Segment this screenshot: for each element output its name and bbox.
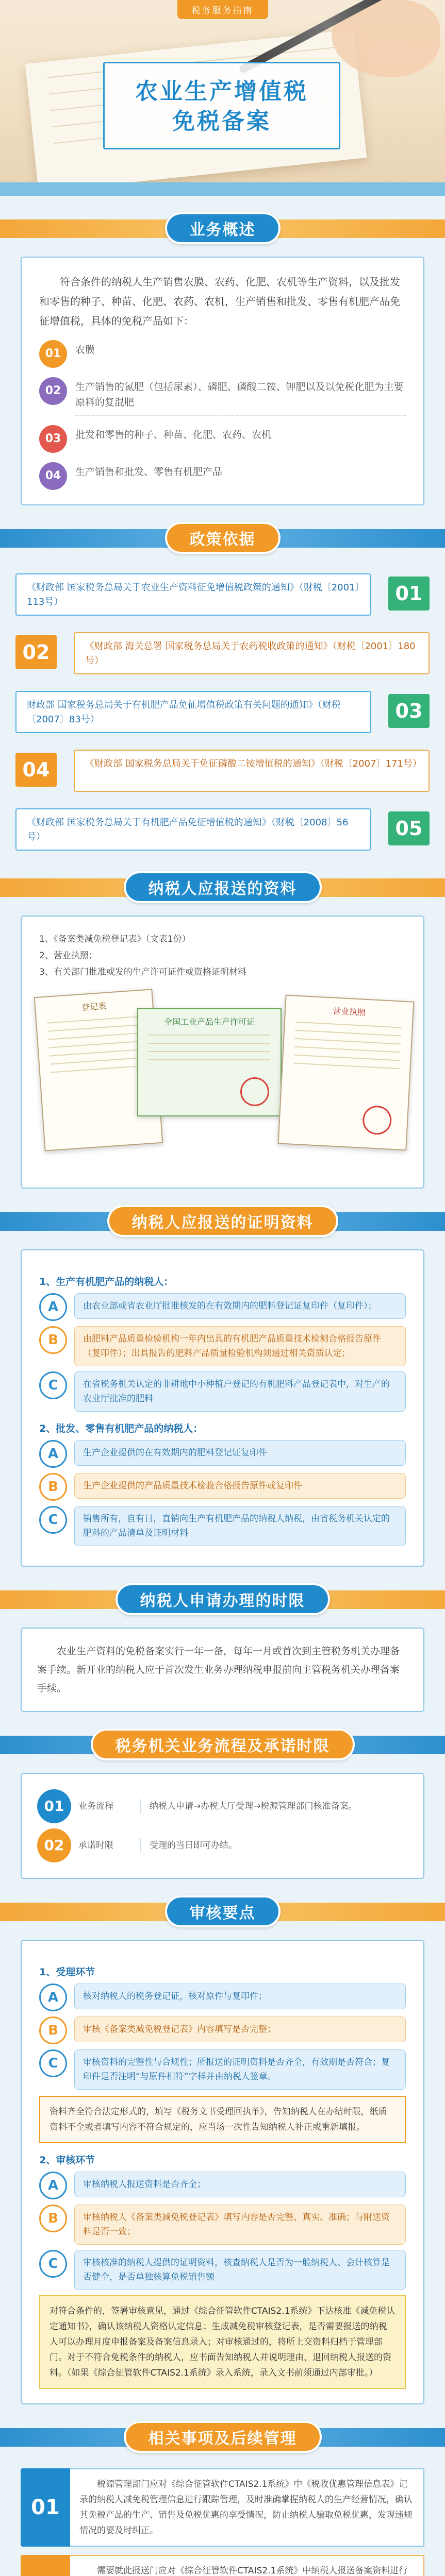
registration-form-image: 登记表 xyxy=(34,989,163,1151)
review-materials-note: 资料齐全符合法定形式的，填写《税务文书受理回执单》，告知纳税人在办结时限，纸质资料不全或者填写内容不符合规定的，应当场一次性告知纳税人补正或重新填报。 xyxy=(39,2096,406,2143)
hero-title-line1: 农业生产增值税 xyxy=(135,78,308,105)
policy-item-text: 《财政部 国家税务总局关于农业生产资料征免增值税政策的通知》（财税〔2001〕113号） xyxy=(15,573,371,616)
abc-item-text: 在省税务机关认定的非耕地中小种植户登记的有机肥料产品登记表中，对生产的农业厅批准的肥料 xyxy=(74,1371,406,1412)
abc-item xyxy=(39,2016,406,2044)
abc-letter-icon: B xyxy=(39,1326,67,1354)
related-item xyxy=(21,2468,424,2547)
abc-item xyxy=(39,2049,406,2090)
proof-group1-list xyxy=(39,1293,406,1412)
abc-letter-icon: B xyxy=(39,2205,67,2232)
process-row xyxy=(37,1828,408,1862)
abc-item xyxy=(39,1506,406,1546)
overview-item xyxy=(39,377,406,416)
abc-item xyxy=(39,2172,406,2199)
policy-item-number: 03 xyxy=(388,694,430,728)
abc-item-text: 核对纳税人的税务登记证，核对原件与复印件； xyxy=(74,1984,406,2009)
production-license-image: 全国工业产品生产许可证 xyxy=(137,1008,282,1116)
abc-letter-icon: A xyxy=(39,1440,67,1468)
abc-letter-icon: A xyxy=(39,1293,67,1321)
docs-list xyxy=(39,931,406,980)
related-item xyxy=(21,2555,424,2576)
section-title: 税务机关业务流程及承诺时限 xyxy=(91,1728,355,1760)
abc-letter-icon: A xyxy=(39,2172,67,2199)
related-list xyxy=(21,2468,424,2576)
abc-letter-icon: C xyxy=(39,2049,67,2077)
abc-item xyxy=(39,2205,406,2245)
overview-item-text: 生产销售和批发、零售有机肥产品 xyxy=(75,462,406,485)
abc-item-text: 生产企业提供的在有效期内的肥料登记证复印件 xyxy=(74,1440,406,1466)
policy-item-text: 《财政部 国家税务总局关于有机肥产品免征增值税的通知》（财税〔2008〕56号） xyxy=(15,808,371,851)
policy-item xyxy=(15,686,430,737)
overview-item xyxy=(39,462,406,490)
time-limit-text: 农业生产资料的免税备案实行一年一备，每年一月或首次到主管税务机关办理备案手续。新开业的纳税人应于首次发生业务办理纳税申报前向主管税务机关办理备案手续。 xyxy=(21,1628,424,1712)
policy-item-number: 05 xyxy=(388,811,430,845)
policy-item xyxy=(15,568,430,620)
section-header-time xyxy=(0,1576,445,1622)
section-header-docs xyxy=(0,864,445,910)
review-step2-list xyxy=(39,2172,406,2290)
abc-item-text: 审核纳税人报送资料是否齐全； xyxy=(74,2172,406,2197)
abc-item-text: 生产企业提供的产品质量技术检验合格报告原件或复印件 xyxy=(74,1473,406,1499)
section-header-policy xyxy=(0,515,445,561)
section-header-overview xyxy=(0,205,445,251)
overview-intro: 符合条件的纳税人生产销售农膜、农药、化肥、农机等生产资料，以及批发和零售的种子、种苗、化肥、农药、农机，生产销售和批发、零售有机肥产品免征增值税，具体的免税产品如下： xyxy=(39,276,400,327)
abc-letter-icon: C xyxy=(39,1371,67,1399)
abc-letter-icon: A xyxy=(39,1984,67,2011)
section-header-process xyxy=(0,1721,445,1768)
review-step2-title: 2、审核环节 xyxy=(39,2155,95,2166)
red-seal-icon xyxy=(362,1105,392,1136)
abc-item-text: 审核纳税人《备案类减免税登记表》填写内容是否完整、真实、准确；与附送资料是否一致； xyxy=(74,2205,406,2245)
policy-list xyxy=(0,568,445,855)
process-step-number: 01 xyxy=(37,1789,71,1823)
docs-images xyxy=(39,988,406,1173)
abc-item xyxy=(39,1293,406,1321)
hero-bottom-band xyxy=(0,182,445,196)
process-step-text: 受理的当日即可办结。 xyxy=(140,1838,408,1853)
abc-item-text: 由农业部或省农业厅批准核发的在有效期内的肥料登记证复印件（复印件）； xyxy=(74,1293,406,1319)
policy-item xyxy=(15,627,430,679)
overview-item-text: 生产销售的氮肥（包括尿素）、磷肥、磷酸二铵、钾肥以及以免税化肥为主要原料的复混肥 xyxy=(75,377,406,416)
abc-item xyxy=(39,1984,406,2011)
section-title: 相关事项及后续管理 xyxy=(124,2421,322,2453)
process-step-text: 纳税人申请→办税大厅受理→税源管理部门核准备案。 xyxy=(140,1799,408,1814)
section-title: 政策依据 xyxy=(165,522,281,554)
overview-item-number: 01 xyxy=(39,340,67,368)
process-row xyxy=(37,1789,408,1823)
docs-item: 3、有关部门批准或发的生产许可证件或资格证明材料 xyxy=(39,967,246,977)
abc-letter-icon: C xyxy=(39,2250,67,2278)
process-step-label: 业务流程 xyxy=(78,1801,113,1811)
hero-title-card xyxy=(103,62,340,149)
related-item-number: 01 xyxy=(21,2468,70,2547)
section-header-proof xyxy=(0,1198,445,1244)
review-step1-list xyxy=(39,1984,406,2090)
policy-item-number: 01 xyxy=(388,577,430,611)
overview-item-text: 批发和零售的种子、种苗、化肥、农药、农机 xyxy=(75,425,406,448)
abc-item xyxy=(39,1440,406,1468)
related-item-text: 需要就此报送门应对《综合征管软件CTAIS2.1系统》中纳税人报送备案资料进行 xyxy=(70,2555,424,2576)
policy-item-number: 04 xyxy=(15,753,57,787)
proof-group2-list xyxy=(39,1440,406,1546)
proof-card xyxy=(21,1249,424,1567)
process-step-number: 02 xyxy=(37,1828,71,1862)
section-title: 审核要点 xyxy=(165,1895,281,1927)
red-seal-icon xyxy=(240,1077,269,1106)
policy-item-text: 财政部 国家税务总局关于有机肥产品免征增值税政策有关问题的通知》（财税〔2007〕83号） xyxy=(15,691,371,733)
abc-item-text: 审核《备案类减免税登记表》内容填写是否完整； xyxy=(74,2016,406,2042)
business-license-image: 营业执照 xyxy=(278,995,415,1151)
overview-item-number: 04 xyxy=(39,462,67,490)
abc-letter-icon: C xyxy=(39,1506,67,1534)
proof-group1-title: 1、生产有机肥产品的纳税人： xyxy=(39,1276,174,1287)
abc-item-text: 销售所有，自有日，直销向生产有机肥产品的纳税人纳税，由省税务机关认定的肥料的产品清单及证明材料 xyxy=(74,1506,406,1546)
policy-item-text: 《财政部 国家税务总局关于免征磷酸二铵增值税的通知》（财税〔2007〕171号） xyxy=(74,750,430,792)
policy-item-text: 《财政部 海关总署 国家税务总局关于农药税收政策的通知》（财税〔2001〕180号） xyxy=(74,632,430,674)
section-header-review xyxy=(0,1888,445,1935)
abc-item-text: 审核资料的完整性与合规性；所报送的证明资料是否齐全，有效期是否符合；复印件是否注明“与原件相符”字样并由纳税人签章。 xyxy=(74,2049,406,2090)
hero-title-line2: 免税备案 xyxy=(172,108,271,134)
docs-card xyxy=(21,916,424,1189)
proof-group2-title: 2、批发、零售有机肥产品的纳税人： xyxy=(39,1423,203,1434)
abc-item-text: 审核核准的纳税人提供的证明资料，核查纳税人是否为一般纳税人、会计核算是否健全，是否单独核算免税销售额 xyxy=(74,2250,406,2290)
related-item-number xyxy=(21,2555,70,2576)
hero-banner xyxy=(0,0,445,196)
overview-item xyxy=(39,340,406,368)
process-card xyxy=(21,1773,424,1879)
overview-item-number: 03 xyxy=(39,425,67,453)
section-title: 业务概述 xyxy=(165,212,281,244)
section-title: 纳税人应报送的证明资料 xyxy=(107,1205,338,1237)
related-item-text: 税源管理部门应对《综合征管软件CTAIS2.1系统》中《税收优惠管理信息表》记录的纳税人减免税管理信息进行跟踪管理，及时准确掌握纳税人的生产经营情况，确认其免税产品的生产、销售及免税优惠的享受情况，防止纳税人骗取免税优惠，发现违规情况的要及时纠正。 xyxy=(70,2468,424,2547)
review-card xyxy=(21,1940,424,2404)
overview-list xyxy=(39,340,406,490)
overview-item xyxy=(39,425,406,453)
docs-item: 1、《备案类减免税登记表》（文表1份） xyxy=(39,934,191,944)
policy-item-number: 02 xyxy=(15,635,57,669)
review-step1-title: 1、受理环节 xyxy=(39,1967,95,1978)
abc-item xyxy=(39,1326,406,1366)
policy-item xyxy=(15,744,430,796)
overview-item-number: 02 xyxy=(39,377,67,405)
section-title: 纳税人应报送的资料 xyxy=(124,871,322,903)
abc-item xyxy=(39,1473,406,1501)
abc-item xyxy=(39,2250,406,2290)
overview-item-text: 农膜 xyxy=(75,340,406,363)
section-title: 纳税人申请办理的时限 xyxy=(116,1583,330,1615)
abc-letter-icon: B xyxy=(39,1473,67,1501)
overview-card xyxy=(21,257,424,505)
process-step-label: 承诺时限 xyxy=(78,1840,113,1851)
docs-item: 2、营业执照； xyxy=(39,951,97,961)
section-header-related xyxy=(0,2414,445,2460)
abc-item-text: 由肥料产品质量检验机构一年内出具的有机肥产品质量技术检测合格报告原件（复印件）；出具报告的肥料产品质量检验机构须通过相关资质认定； xyxy=(74,1326,406,1366)
policy-item xyxy=(15,803,430,855)
abc-item xyxy=(39,1371,406,1412)
hero-ribbon: 税务服务指南 xyxy=(177,0,268,19)
abc-letter-icon: B xyxy=(39,2016,67,2044)
review-approval-note: 对符合条件的，签署审核意见，通过《综合征管软件CTAIS2.1系统》下达核准《减免税认定通知书》，确认该纳税人资格认定信息；生成减免税审核登记表，是否需要报送的纳税人可以办理月度申报备案及备案信息录入；对审核通过的，将所上交资料归档于管理部门。对于不符合免税条件的纳税人，应书面告知纳税人并说明理由，退回纳税人报送的资料。（如果《综合征管软件CTAIS2.1系统》录入系统，录入文书前须通过内部审批。） xyxy=(39,2295,406,2389)
